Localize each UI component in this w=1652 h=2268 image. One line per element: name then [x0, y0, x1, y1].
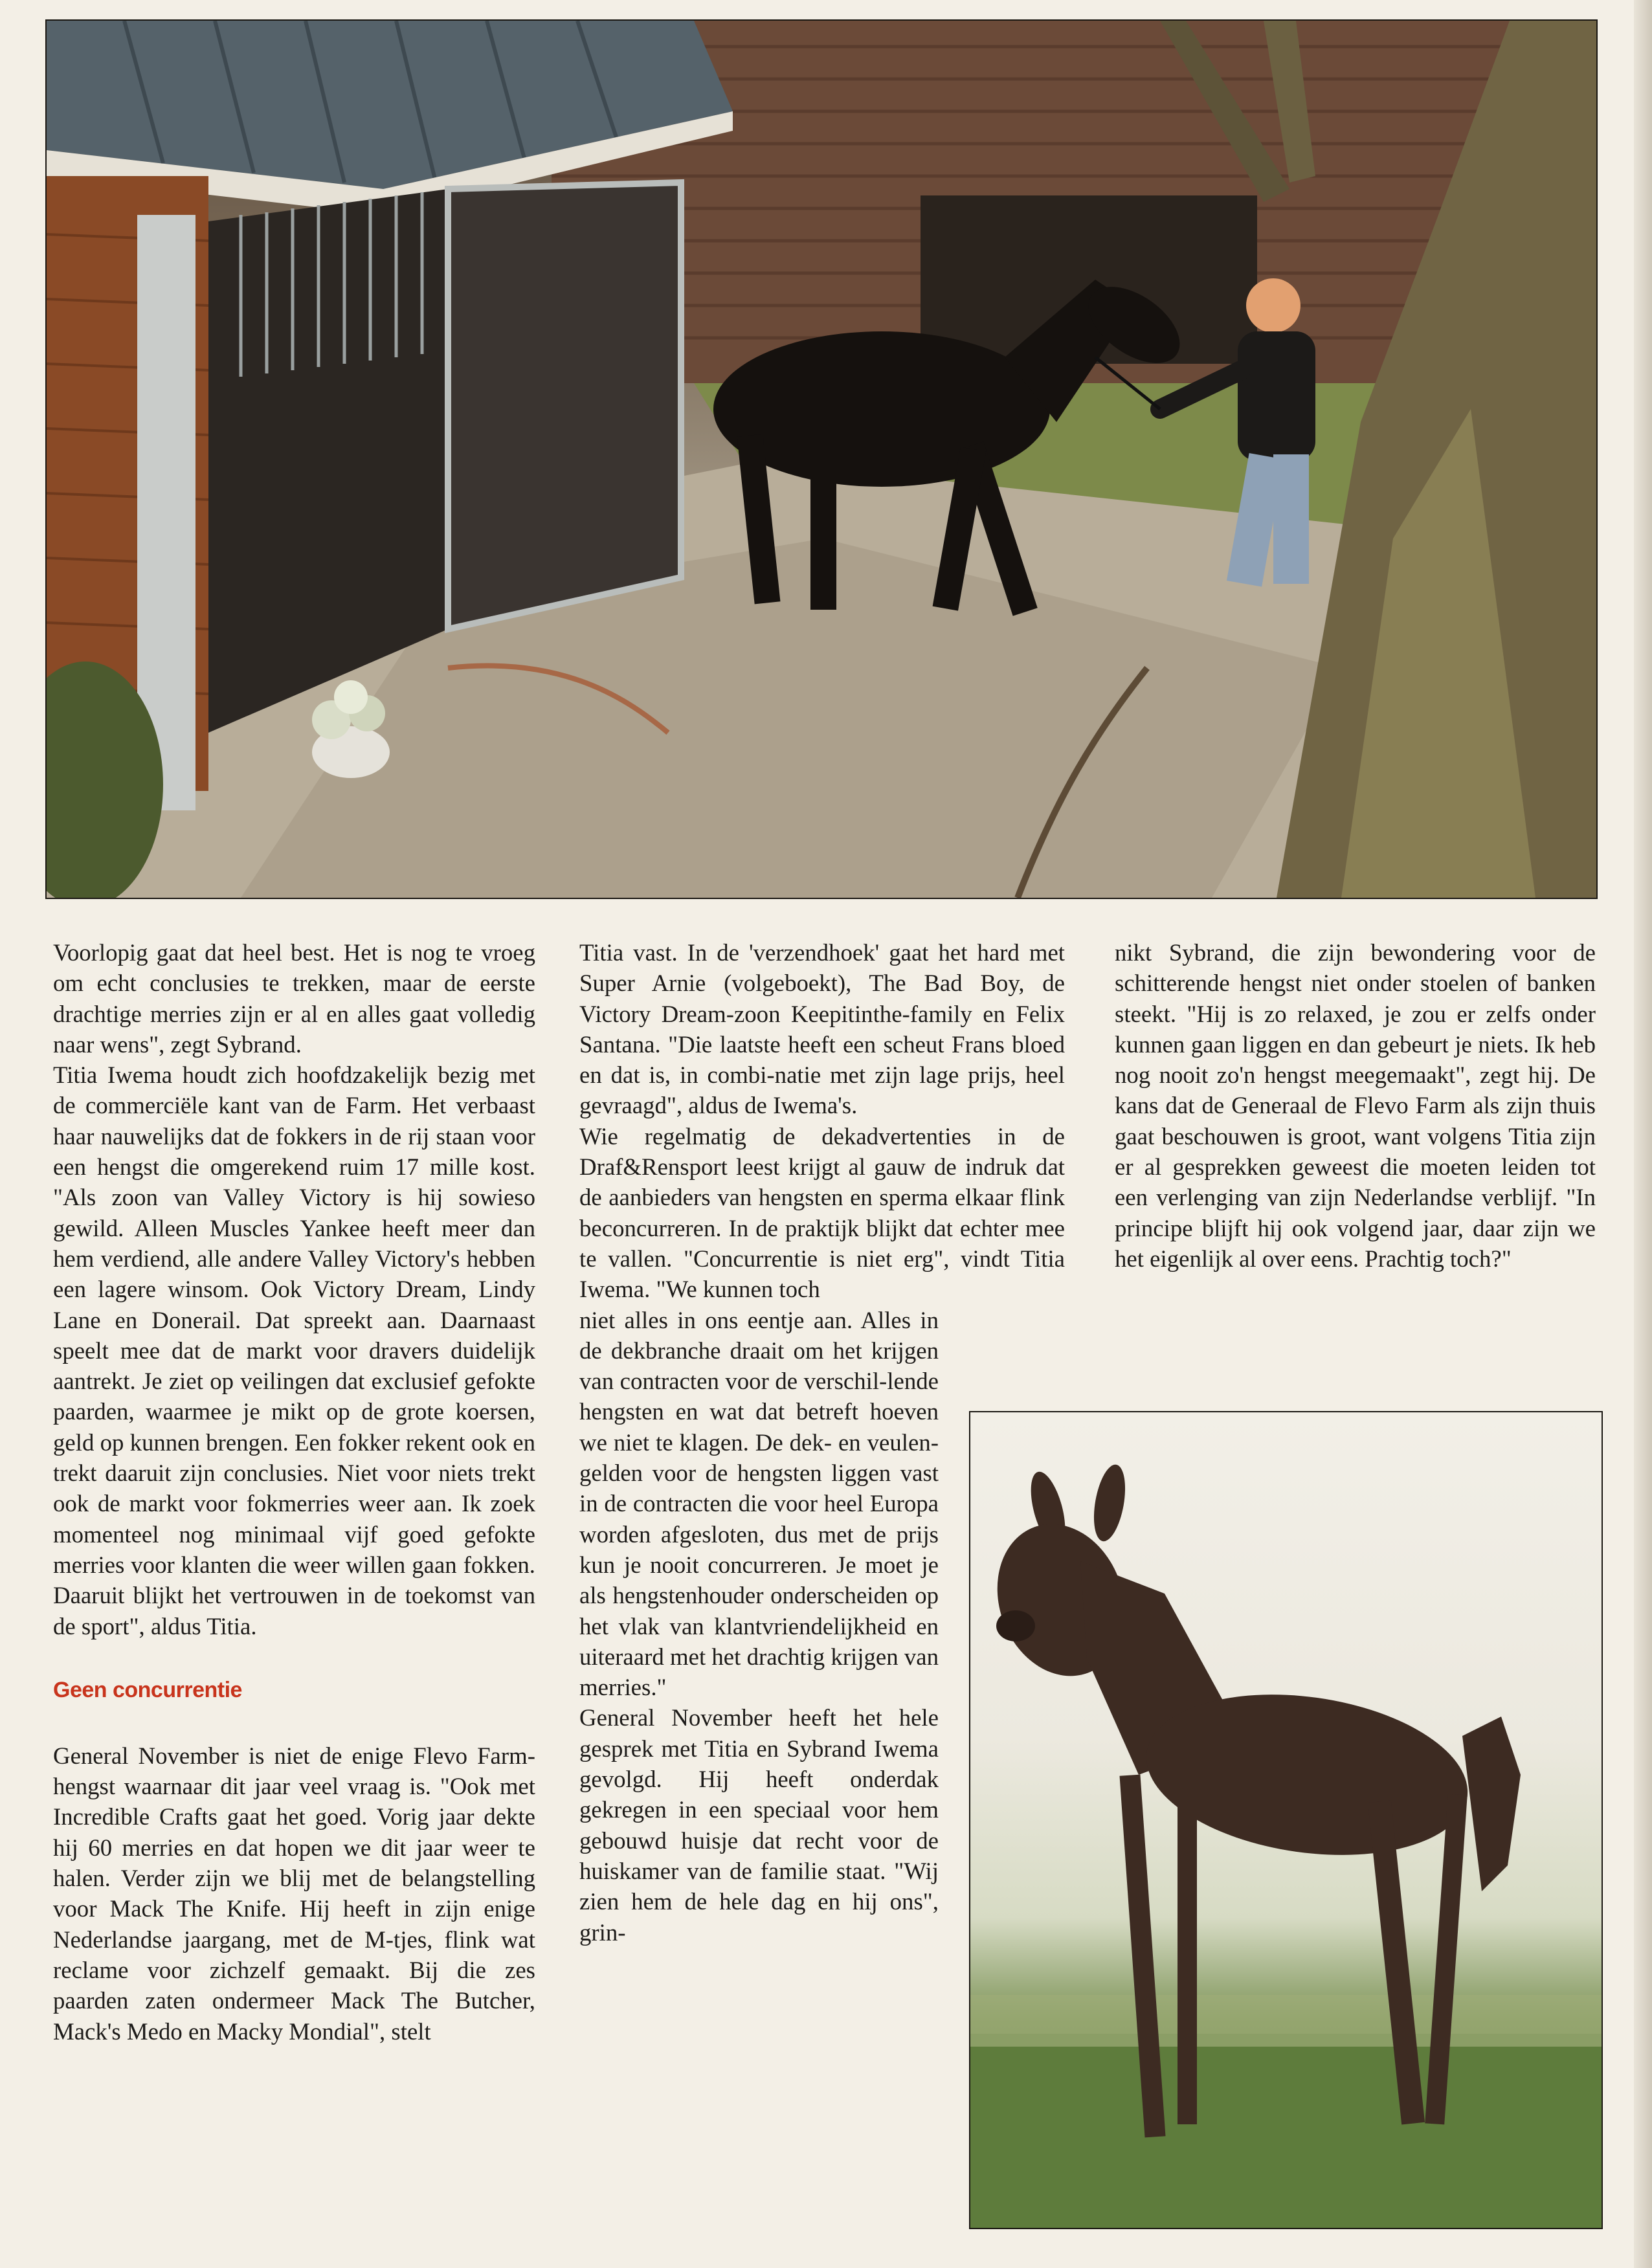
paragraph: nikt Sybrand, die zijn bewondering voor de schitterende hengst niet onder stoelen of banken steekt. "Hij is zo relaxed, je zou er zelfs onder kunnen gaan liggen en dan gebeurt je niets. Ik heb nog nooit zo'n hengst meegemaakt", zegt hij. De kans dat de Generaal de Flevo Farm als zijn thuis gaat beschouwen is groot, want volgens Titia zijn er al gesprekken geweest die moeten leiden tot een verlenging van zijn Nederlandse verblijf. "In principe blijft hij ook volgend jaar, daar zijn we het eigenlijk al over eens. Prachtig toch?"	[1115, 939, 1596, 1272]
paragraph: General November heeft het hele gesprek met Titia en Sybrand Iwema gevolgd. Hij heeft onderdak gekregen in een speciaal voor hem gebouwd huisje dat recht voor de huiskamer van de familie staat. "Wij zien hem de hele dag en hij ons", grin-	[579, 1704, 939, 1946]
stable-open-door	[448, 183, 681, 629]
stallion-photo-illustration	[47, 21, 1596, 898]
paragraph: Titia Iwema houdt zich hoofdzakelijk bezig met de commerciële kant van de Farm. Het verbaast haar nauwelijks dat de fokkers in de rij staan voor een hengst die omgerekend ruim 17 mille kost. "Als zoon van Valley Victory is hij sowieso gewild. Alleen Muscles Yankee heeft meer dan hem verdiend, alle andere Valley Victory's hebben een lagere winsom. Ook Victory Dream, Lindy Lane en Donerail. Dat spreekt aan. Daarnaast speelt mee dat de markt voor dravers duidelijk aantrekt. Je ziet op veilingen dat exclusief gefokte paarden, waarmee je mikt op de grote koersen, geld op kunnen brengen. Een fokker rekent ook en trekt daaruit zijn conclusies. Niet voor niets trekt ook de markt voor fokmerries weer aan. Ik zoek momenteel nog minimaal vijf goed gefokte merries voor klanten die weer willen gaan fokken. Daaruit blijkt het vertrouwen in de toekomst van de sport", aldus Titia.	[53, 1062, 535, 1640]
foal-muzzle	[996, 1610, 1035, 1641]
page-edge	[1634, 0, 1652, 2268]
text-column-1	[53, 937, 535, 2047]
paragraph: Titia vast. In de 'verzendhoek' gaat het hard met Super Arnie (volgeboekt), The Bad Boy, de Victory Dream-zoon Keepitinthe-family en Felix Santana. "Die laatste heeft een scheut Frans bloed en dat is, in combi-natie met zijn lage prijs, heel gevraagd", aldus de Iwema's.	[579, 939, 1065, 1119]
paragraph: General November is niet de enige Flevo Farm-hengst waarnaar dit jaar veel vraag is. "Ook met Incredible Crafts gaat het goed. Vorig jaar dekte hij 60 merries en dat hopen we dit jaar weer te halen. Verder zijn we blij met de belangstelling voor Mack The Knife. Hij heeft in zijn enige Nederlandse jaargang, met de M-tjes, flink wat reclame voor zichzelf gemaakt. Bij die zes paarden zaten ondermeer Mack The Butcher, Mack's Medo en Macky Mondial", stelt	[53, 1742, 535, 2045]
flowers	[334, 680, 368, 714]
text-column-3	[1115, 937, 1596, 1274]
paragraph: niet alles in ons eentje aan. Alles in de dekbranche draait om het krijgen van contracten voor de verschil-lende hengsten en wat dat betreft hoeven we niet te klagen. De dek- en veulen-gelden voor de hengsten liggen vast in de contracten die voor heel Europa worden afgesloten, dus met de prijs kun je nooit concurreren. Je moet je als hengstenhouder onderscheiden op het vlak van klantvriendelijkheid en uiteraard met het drachtig krijgen van merries."	[579, 1306, 939, 1701]
paragraph: Voorlopig gaat dat heel best. Het is nog te vroeg om echt conclusies te trekken, maar de eerste drachtige merries zijn er al en alles gaat volledig naar wens", zegt Sybrand.	[53, 939, 535, 1058]
stallion-photo	[45, 19, 1598, 899]
foal-photo	[969, 1411, 1603, 2229]
grass-field	[970, 2034, 1602, 2228]
grass-horizon	[970, 1995, 1602, 2047]
paragraph: Wie regelmatig de dekadvertenties in de Draf&Rensport leest krijgt al gauw de indruk dat de aanbieders van hengsten en sperma elkaar flink beconcurreren. In de praktijk blijkt dat echter mee te vallen. "Concurrentie is niet erg", vindt Titia Iwema. "We kunnen toch	[579, 1122, 1065, 1303]
section-heading: Geen concurrentie	[53, 1677, 242, 1702]
foal-photo-illustration	[970, 1412, 1602, 2228]
